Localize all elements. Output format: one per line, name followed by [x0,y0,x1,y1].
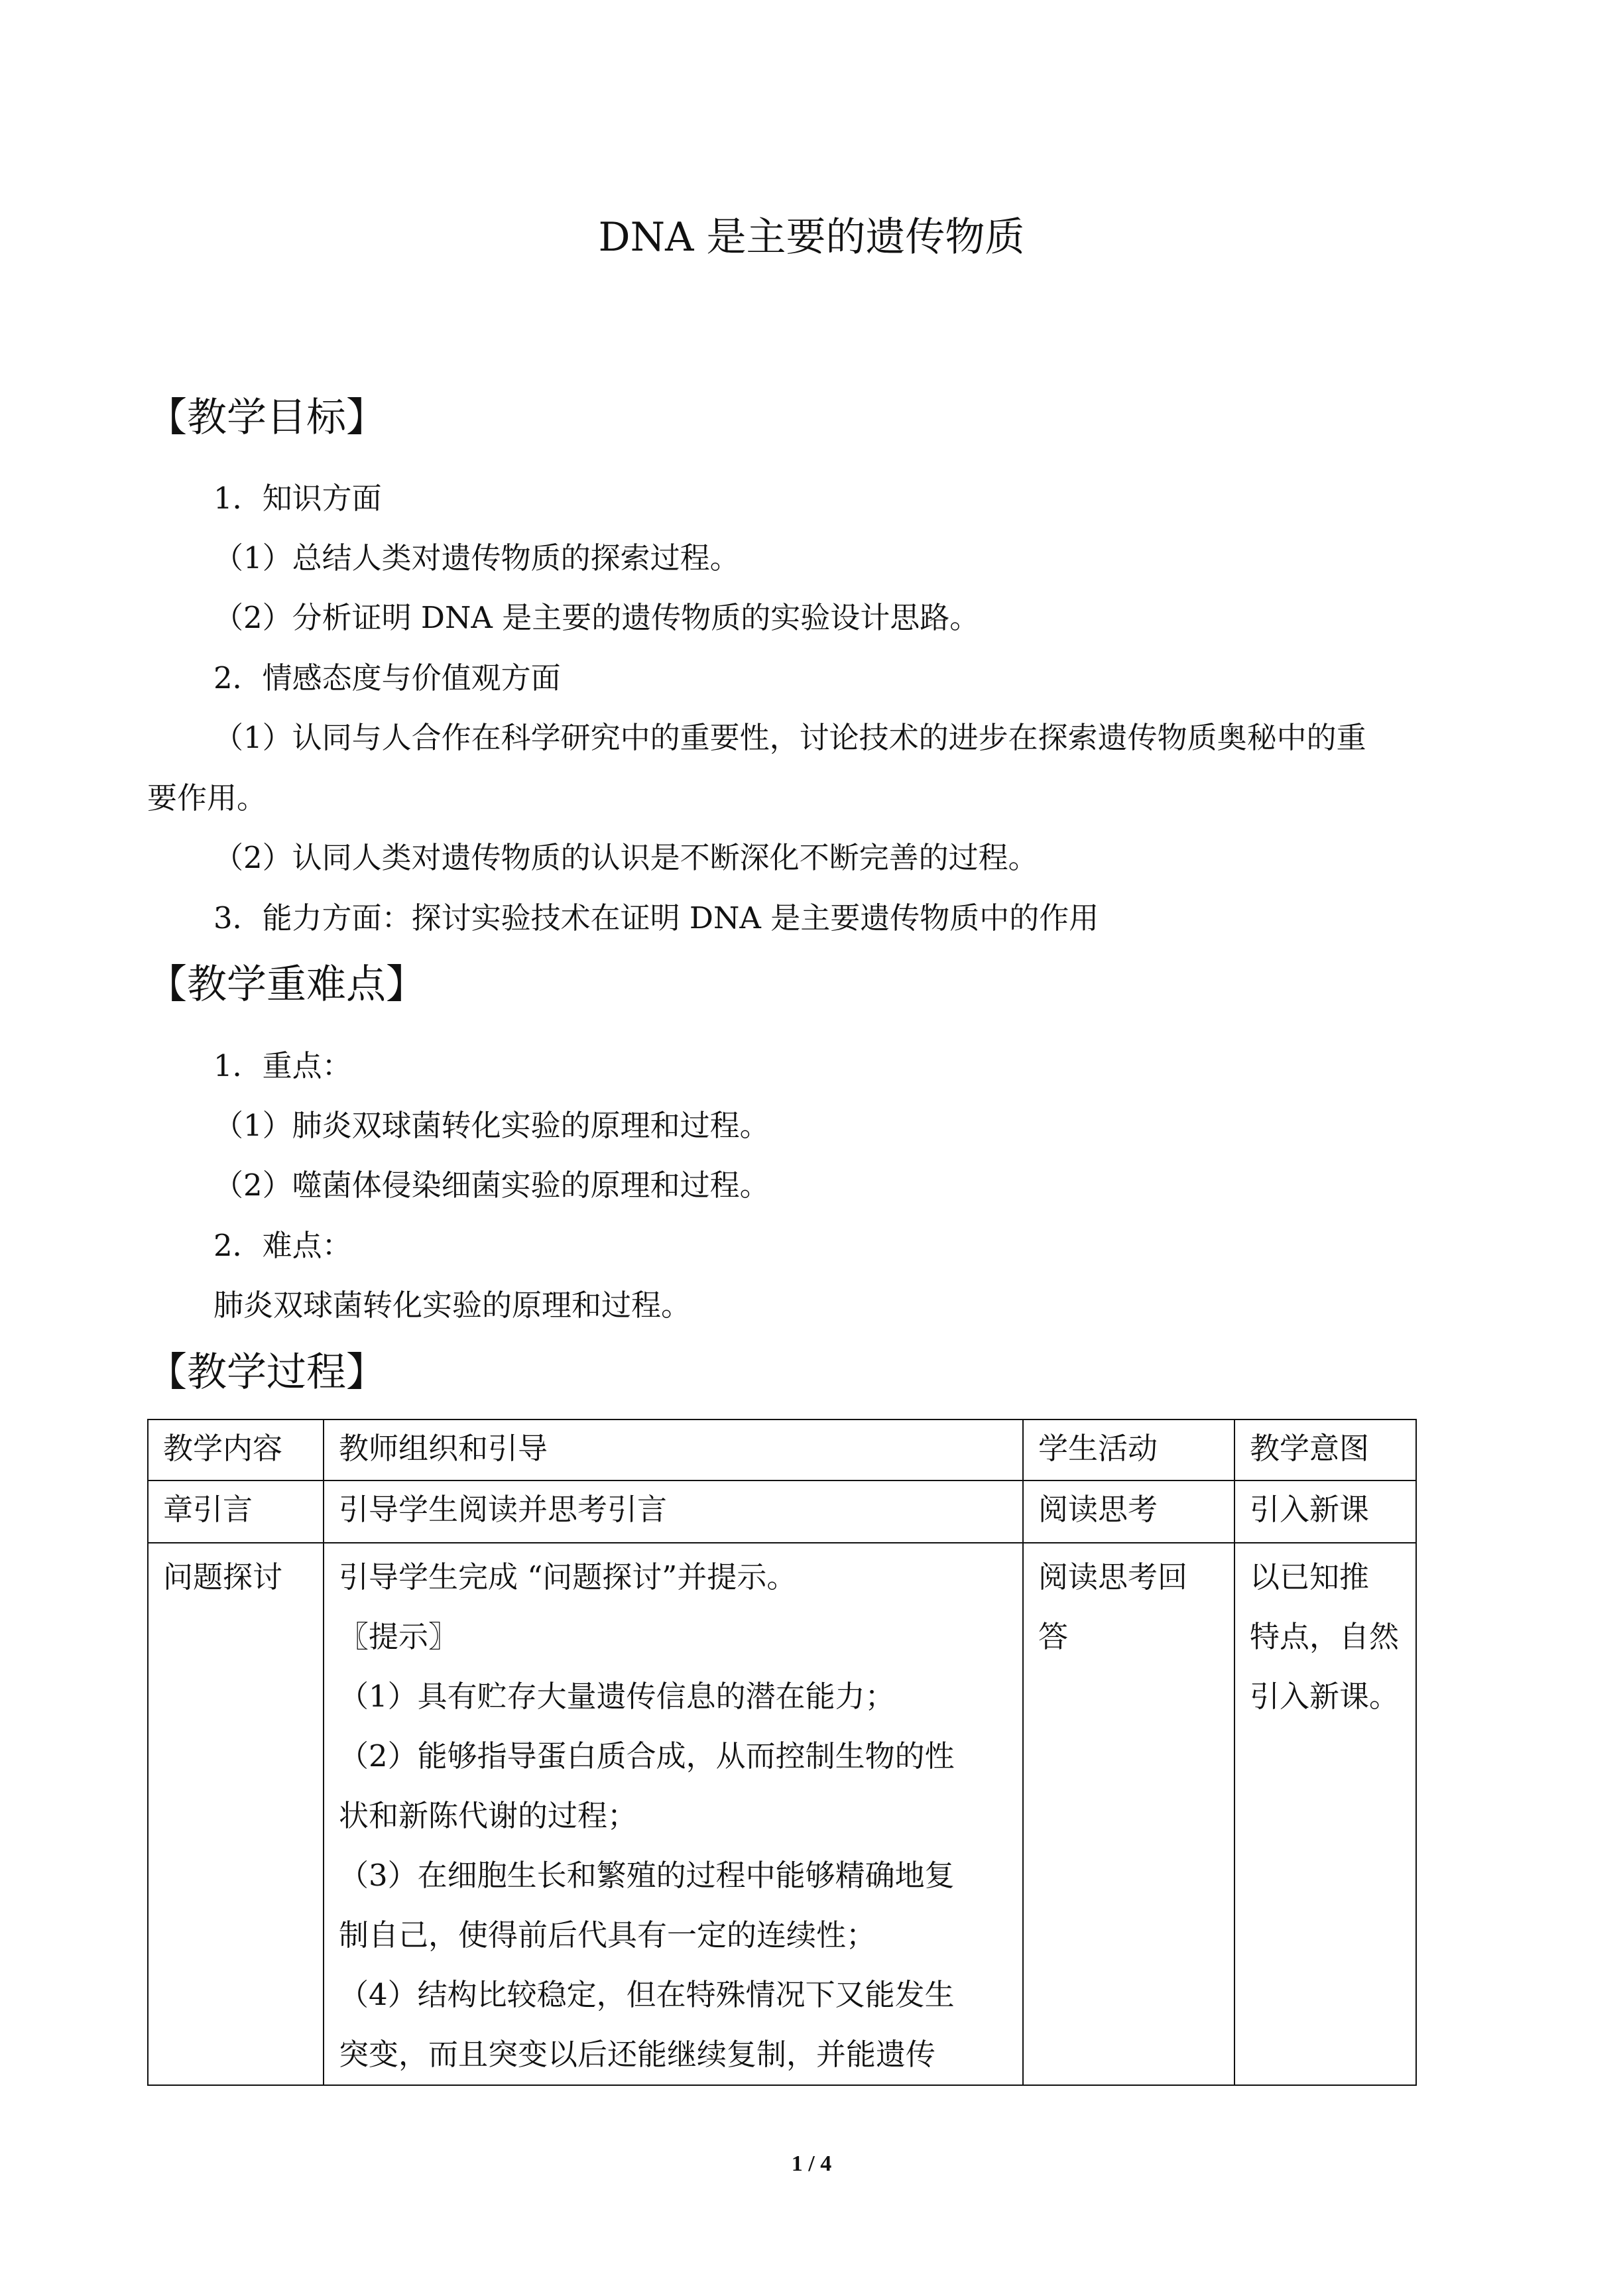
table-cell-intent [1234,1480,1416,1543]
teacher-line: 制自己，使得前后代具有一定的连续性； [339,1917,876,1953]
table-cell-content: 章引言 [148,1480,324,1543]
objective-line: 3．能力方面：探讨实验技术在证明 DNA 是主要遗传物质中的作用 [213,900,1099,936]
table-cell-content: 问题探讨 [148,1543,324,2085]
objective-line: （2）认同人类对遗传物质的认识是不断深化不断完善的过程。 [213,840,1038,875]
key-point-line: 2．难点： [213,1228,352,1263]
objective-line: （2）分析证明 DNA 是主要的遗传物质的实验设计思路。 [213,600,980,635]
section-heading-key-points: 【教学重难点】 [147,961,426,1008]
teacher-line: （3）在细胞生长和繁殖的过程中能够精确地复 [339,1858,955,1893]
intent-line: 特点，自然 [1250,1619,1400,1654]
section-heading-objectives: 【教学目标】 [147,394,386,441]
section-heading-process: 【教学过程】 [147,1349,386,1396]
table-cell-intent [1234,1543,1416,2085]
teacher-line: 突变，而且突变以后还能继续复制，并能遗传 [339,2037,936,2072]
key-point-line: 1．重点： [213,1048,352,1083]
document-title: DNA 是主要的遗传物质 [598,214,1025,261]
intent-line: 引入新课 [1250,1492,1370,1527]
page-number: 1 / 4 [791,2151,832,2176]
table-header-cell: 教学内容 [148,1420,324,1480]
objective-line: 要作用。 [147,780,267,816]
teacher-line: 引导学生阅读并思考引言 [339,1492,668,1527]
teaching-process-table [147,1419,1417,2086]
key-point-line: 肺炎双球菌转化实验的原理和过程。 [213,1288,691,1323]
table-cell-student [1023,1543,1234,2085]
table-header-row [148,1420,1416,1480]
table-row [148,1543,1416,2085]
objective-line: 1．知识方面 [213,481,382,516]
teacher-line: 引导学生完成 “问题探讨”并提示。 [339,1559,797,1595]
intent-line: 引入新课。 [1250,1679,1400,1714]
student-line: 答 [1038,1619,1069,1654]
objective-line: （1）认同与人合作在科学研究中的重要性，讨论技术的进步在探索遗传物质奥秘中的重 [213,720,1366,755]
table-header-cell: 学生活动 [1023,1420,1234,1480]
key-point-line: （1）肺炎双球菌转化实验的原理和过程。 [213,1108,770,1143]
objective-line: 2．情感态度与价值观方面 [213,660,561,695]
teacher-line: （2）能够指导蛋白质合成，从而控制生物的性 [339,1738,955,1774]
table-cell-teacher [324,1480,1023,1543]
table-cell-student [1023,1480,1234,1543]
teacher-line: （1）具有贮存大量遗传信息的潜在能力； [339,1679,895,1714]
table-row [148,1480,1416,1543]
teacher-line: 〖提示〗 [339,1619,459,1654]
intent-line: 以已知推 [1250,1559,1370,1595]
table-header-cell: 教学意图 [1234,1420,1416,1480]
table-cell-teacher [324,1543,1023,2085]
teacher-line: 状和新陈代谢的过程； [339,1798,638,1833]
key-point-line: （2）噬菌体侵染细菌实验的原理和过程。 [213,1168,770,1203]
student-line: 阅读思考 [1038,1492,1158,1527]
teacher-line: （4）结构比较稳定，但在特殊情况下又能发生 [339,1977,955,2012]
table-header-cell: 教师组织和引导 [324,1420,1023,1480]
objective-line: （1）总结人类对遗传物质的探索过程。 [213,540,740,575]
student-line: 阅读思考回 [1038,1559,1188,1595]
